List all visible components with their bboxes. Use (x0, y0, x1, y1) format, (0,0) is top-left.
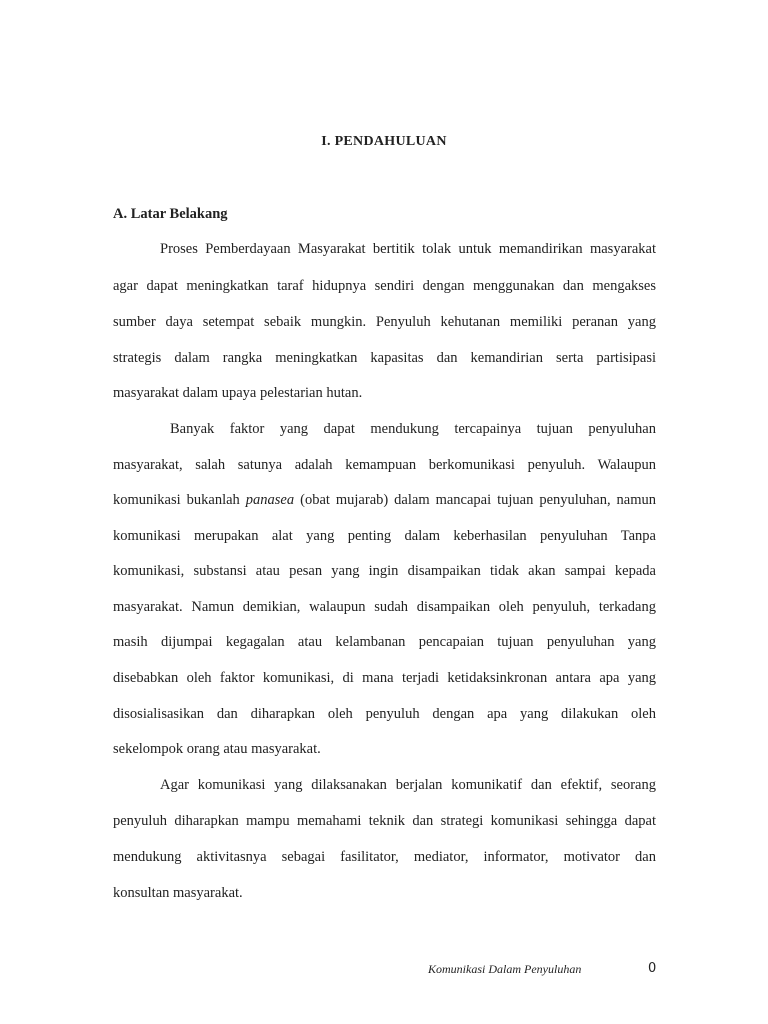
text-line (113, 491, 656, 509)
text-line: komunikasi merupakan alat yang penting dalam keberhasilan penyuluhan Tanpa (113, 528, 656, 544)
text-line: masyarakat, salah satunya adalah kemampuan berkomunikasi penyuluh. Walaupun (113, 457, 656, 473)
page-number: 0 (648, 961, 657, 976)
italic-term: panasea (245, 492, 295, 508)
text-line: komunikasi, substansi atau pesan yang ingin disampaikan tidak akan sampai kepada (113, 563, 656, 579)
text-line: agar dapat meningkatkan taraf hidupnya sendiri dengan menggunakan dan mengakses (113, 278, 656, 294)
text-line: masih dijumpai kegagalan atau kelambanan pencapaian tujuan penyuluhan yang (113, 634, 656, 650)
text-line: masyarakat. Namun demikian, walaupun sudah disampaikan oleh penyuluh, terkadang (113, 599, 656, 615)
text-line: masyarakat dalam upaya pelestarian hutan. (113, 385, 363, 401)
text-line: penyuluh diharapkan mampu memahami teknik dan strategi komunikasi sehingga dapat (113, 813, 656, 829)
text-line: sumber daya setempat sebaik mungkin. Penyuluh kehutanan memiliki peranan yang (113, 314, 656, 330)
text-line: konsultan masyarakat. (113, 885, 243, 901)
section-title: A. Latar Belakang (113, 206, 228, 222)
text-line: Agar komunikasi yang dilaksanakan berjalan komunikatif dan efektif, seorang (160, 777, 656, 793)
text-line: Banyak faktor yang dapat mendukung tercapainya tujuan penyuluhan (170, 421, 656, 437)
text-line: disosialisasikan dan diharapkan oleh penyuluh dengan apa yang dilakukan oleh (113, 706, 656, 722)
text-line: strategis dalam rangka meningkatkan kapasitas dan kemandirian serta partisipasi (113, 350, 656, 366)
page-footer: Komunikasi Dalam Penyuluhan (428, 962, 582, 976)
text-line: Proses Pemberdayaan Masyarakat bertitik tolak untuk memandirikan masyarakat (160, 241, 656, 257)
chapter-title: I. PENDAHULUAN (321, 134, 447, 149)
text-segment: (obat mujarab) dalam mancapai tujuan penyuluhan, namun (300, 492, 657, 508)
text-segment: komunikasi bukanlah (113, 492, 240, 508)
text-line: disebabkan oleh faktor komunikasi, di mana terjadi ketidaksinkronan antara apa yang (113, 670, 656, 686)
text-line: sekelompok orang atau masyarakat. (113, 741, 321, 757)
text-line: mendukung aktivitasnya sebagai fasilitator, mediator, informator, motivator dan (113, 849, 656, 865)
